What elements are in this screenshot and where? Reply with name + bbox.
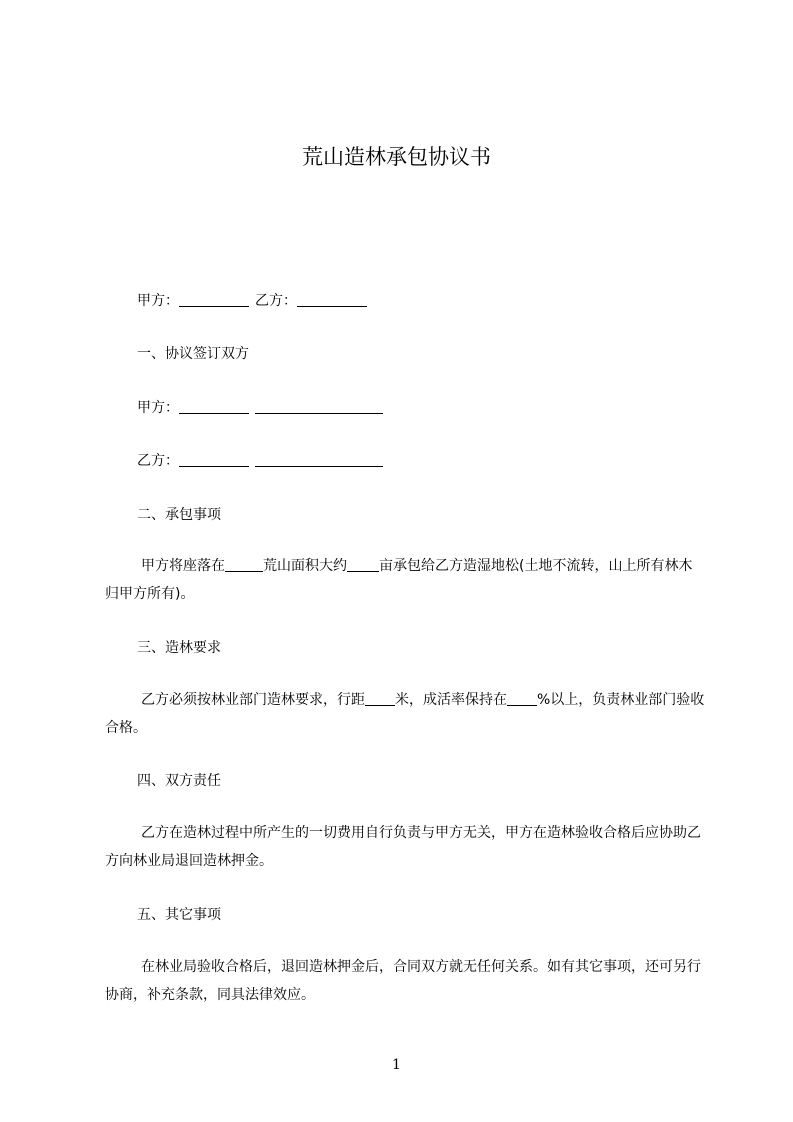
section-1-party-a-detail-blank [255,399,383,414]
party-a-label: 甲方： [137,293,179,309]
section-3-text-1: 乙方必须按林业部门造林要求，行距 [141,692,365,708]
document-title: 荒山造林承包协议书 [302,145,491,169]
survival-rate-blank [507,691,537,706]
parties-line [137,291,367,311]
section-1-party-b-label: 乙方： [137,453,179,469]
section-3-text-2: 米，成活率保持在 [395,692,507,708]
section-1-party-a-name-blank [179,399,249,414]
page-number: 1 [392,1057,401,1073]
section-1-party-a-label: 甲方： [137,400,179,416]
section-1-party-b [137,451,383,471]
section-2-text-2: 荒山面积大约 [263,558,347,574]
section-2-text-1: 甲方将座落在 [141,558,225,574]
section-4-paragraph: 乙方在造林过程中所产生的一切费用自行负责与甲方无关，甲方在造林验收合格后应协助乙方向林业局退回造林押金。 [105,825,701,869]
section-1-party-b-detail-blank [255,452,383,467]
section-1-party-b-name-blank [179,452,249,467]
party-b-blank [297,292,367,307]
section-2-text-3: 亩承包给乙方造湿地松(土地不流转，山上所有林木归甲方所有)。 [105,558,693,602]
section-5-paragraph: 在林业局验收合格后，退回造林押金后，合同双方就无任何关系。如有其它事项，还可另行协商，补充条款，同具法律效应。 [105,959,701,1003]
section-1-heading: 一、协议签订双方 [137,346,249,362]
row-spacing-blank [365,691,395,706]
area-blank [347,557,379,572]
section-3-paragraph [105,686,705,742]
section-3-heading: 三、造林要求 [137,640,221,656]
section-2-heading: 二、承包事项 [137,507,221,523]
location-blank [225,557,263,572]
section-5-heading: 五、其它事项 [137,907,221,923]
section-3-text-3: %以上，负责林业部门验收合格。 [105,692,705,736]
party-a-blank [179,292,249,307]
section-2-paragraph [105,552,705,608]
section-1-party-a [137,398,383,418]
party-b-label: 乙方： [255,293,297,309]
section-4-heading: 四、双方责任 [137,773,221,789]
